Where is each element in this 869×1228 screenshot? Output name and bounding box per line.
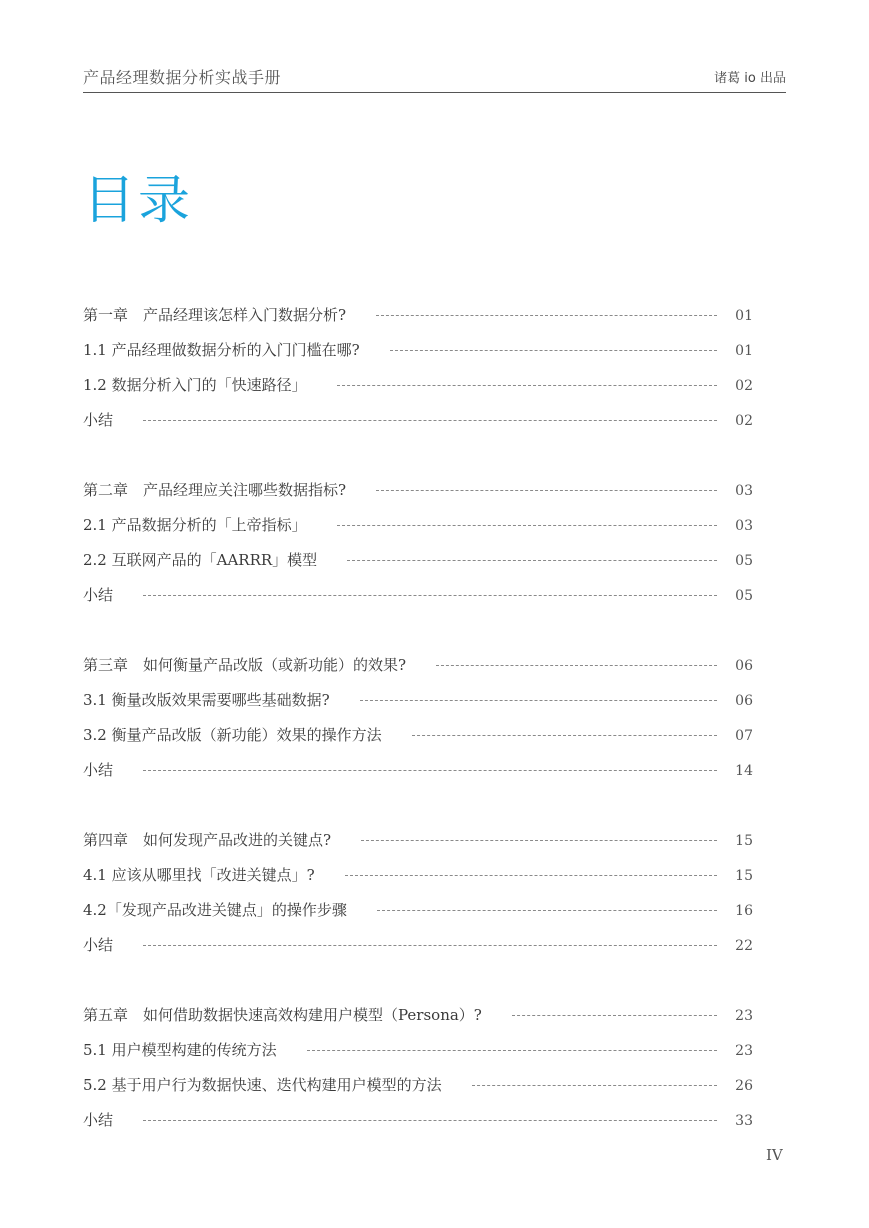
toc-chapter-entry[interactable] xyxy=(83,298,753,333)
toc-entry-page: 06 xyxy=(735,658,753,674)
toc-entry-page: 05 xyxy=(735,588,753,604)
toc-chapter xyxy=(83,298,753,438)
toc-entry[interactable] xyxy=(83,368,753,403)
toc-entry-page: 02 xyxy=(735,378,753,394)
toc-chapter xyxy=(83,998,753,1138)
toc-entry-page: 06 xyxy=(735,693,753,709)
toc-leader-dots xyxy=(143,770,717,771)
toc-leader-dots xyxy=(347,560,717,561)
toc-entry-label: 第三章 如何衡量产品改版（或新功能）的效果? xyxy=(83,656,407,674)
toc-entry-page: 05 xyxy=(735,553,753,569)
toc-entry[interactable] xyxy=(83,1068,753,1103)
toc-entry-page: 02 xyxy=(735,413,753,429)
toc-entry[interactable] xyxy=(83,718,753,753)
book-title: 产品经理数据分析实战手册 xyxy=(83,68,282,87)
page-header xyxy=(83,62,786,93)
toc-leader-dots xyxy=(361,840,717,841)
toc-entry-label: 1.1 产品经理做数据分析的入门门槛在哪? xyxy=(83,341,360,359)
toc-leader-dots xyxy=(376,315,717,316)
toc-entry[interactable] xyxy=(83,893,753,928)
toc-entry-label: 2.1 产品数据分析的「上帝指标」 xyxy=(83,516,307,534)
toc-entry-label: 2.2 互联网产品的「AARRR」模型 xyxy=(83,551,318,569)
toc-entry-page: 03 xyxy=(735,483,753,499)
toc-leader-dots xyxy=(360,700,717,701)
toc-entry-label: 5.2 基于用户行为数据快速、迭代构建用户模型的方法 xyxy=(83,1076,442,1094)
toc-leader-dots xyxy=(512,1015,717,1016)
toc-leader-dots xyxy=(143,1120,717,1121)
toc-entry[interactable] xyxy=(83,578,753,613)
toc-entry-page: 14 xyxy=(735,763,753,779)
toc-chapter xyxy=(83,823,753,963)
toc-chapter xyxy=(83,648,753,788)
table-of-contents xyxy=(83,298,753,1173)
toc-entry-page: 23 xyxy=(735,1043,753,1059)
toc-chapter-entry[interactable] xyxy=(83,823,753,858)
toc-entry-page: 15 xyxy=(735,833,753,849)
toc-entry-label: 第四章 如何发现产品改进的关键点? xyxy=(83,831,332,849)
toc-entry-label: 小结 xyxy=(83,411,114,429)
toc-leader-dots xyxy=(337,385,717,386)
toc-leader-dots xyxy=(472,1085,717,1086)
publisher-label: 诸葛 io 出品 xyxy=(714,71,786,86)
toc-entry[interactable] xyxy=(83,683,753,718)
toc-leader-dots xyxy=(377,910,717,911)
toc-entry-page: 07 xyxy=(735,728,753,744)
toc-entry-label: 3.1 衡量改版效果需要哪些基础数据? xyxy=(83,691,330,709)
toc-entry[interactable] xyxy=(83,1033,753,1068)
toc-entry-page: 03 xyxy=(735,518,753,534)
toc-leader-dots xyxy=(307,1050,717,1051)
page-number: IV xyxy=(766,1146,783,1164)
toc-entry-label: 第二章 产品经理应关注哪些数据指标? xyxy=(83,481,347,499)
toc-entry-label: 3.2 衡量产品改版（新功能）效果的操作方法 xyxy=(83,726,382,744)
toc-leader-dots xyxy=(337,525,717,526)
toc-entry[interactable] xyxy=(83,858,753,893)
toc-entry-page: 01 xyxy=(735,343,753,359)
toc-chapter-entry[interactable] xyxy=(83,648,753,683)
toc-entry-page: 22 xyxy=(735,938,753,954)
toc-entry-page: 26 xyxy=(735,1078,753,1094)
toc-leader-dots xyxy=(143,420,717,421)
toc-entry-label: 小结 xyxy=(83,936,114,954)
toc-leader-dots xyxy=(376,490,717,491)
toc-entry-label: 第五章 如何借助数据快速高效构建用户模型（Persona）? xyxy=(83,1006,482,1024)
toc-entry-label: 第一章 产品经理该怎样入门数据分析? xyxy=(83,306,347,324)
toc-chapter-entry[interactable] xyxy=(83,998,753,1033)
toc-chapter xyxy=(83,473,753,613)
toc-entry[interactable] xyxy=(83,753,753,788)
toc-leader-dots xyxy=(143,595,717,596)
toc-entry-page: 15 xyxy=(735,868,753,884)
toc-entry-label: 4.1 应该从哪里找「改进关键点」? xyxy=(83,866,315,884)
toc-entry-page: 23 xyxy=(735,1008,753,1024)
toc-entry-label: 小结 xyxy=(83,761,114,779)
toc-entry-label: 5.1 用户模型构建的传统方法 xyxy=(83,1041,277,1059)
toc-entry[interactable] xyxy=(83,333,753,368)
toc-entry[interactable] xyxy=(83,1103,753,1138)
toc-entry[interactable] xyxy=(83,928,753,963)
toc-leader-dots xyxy=(390,350,717,351)
toc-entry-label: 小结 xyxy=(83,586,114,604)
toc-entry-page: 33 xyxy=(735,1113,753,1129)
toc-leader-dots xyxy=(345,875,717,876)
toc-entry-label: 小结 xyxy=(83,1111,114,1129)
toc-entry-page: 16 xyxy=(735,903,753,919)
toc-chapter-entry[interactable] xyxy=(83,473,753,508)
toc-entry[interactable] xyxy=(83,403,753,438)
page-title: 目录 xyxy=(83,171,194,231)
toc-entry[interactable] xyxy=(83,508,753,543)
toc-entry[interactable] xyxy=(83,543,753,578)
toc-entry-label: 4.2「发现产品改进关键点」的操作步骤 xyxy=(83,901,347,919)
toc-entry-label: 1.2 数据分析入门的「快速路径」 xyxy=(83,376,307,394)
toc-entry-page: 01 xyxy=(735,308,753,324)
toc-leader-dots xyxy=(436,665,717,666)
toc-leader-dots xyxy=(143,945,717,946)
toc-leader-dots xyxy=(412,735,717,736)
